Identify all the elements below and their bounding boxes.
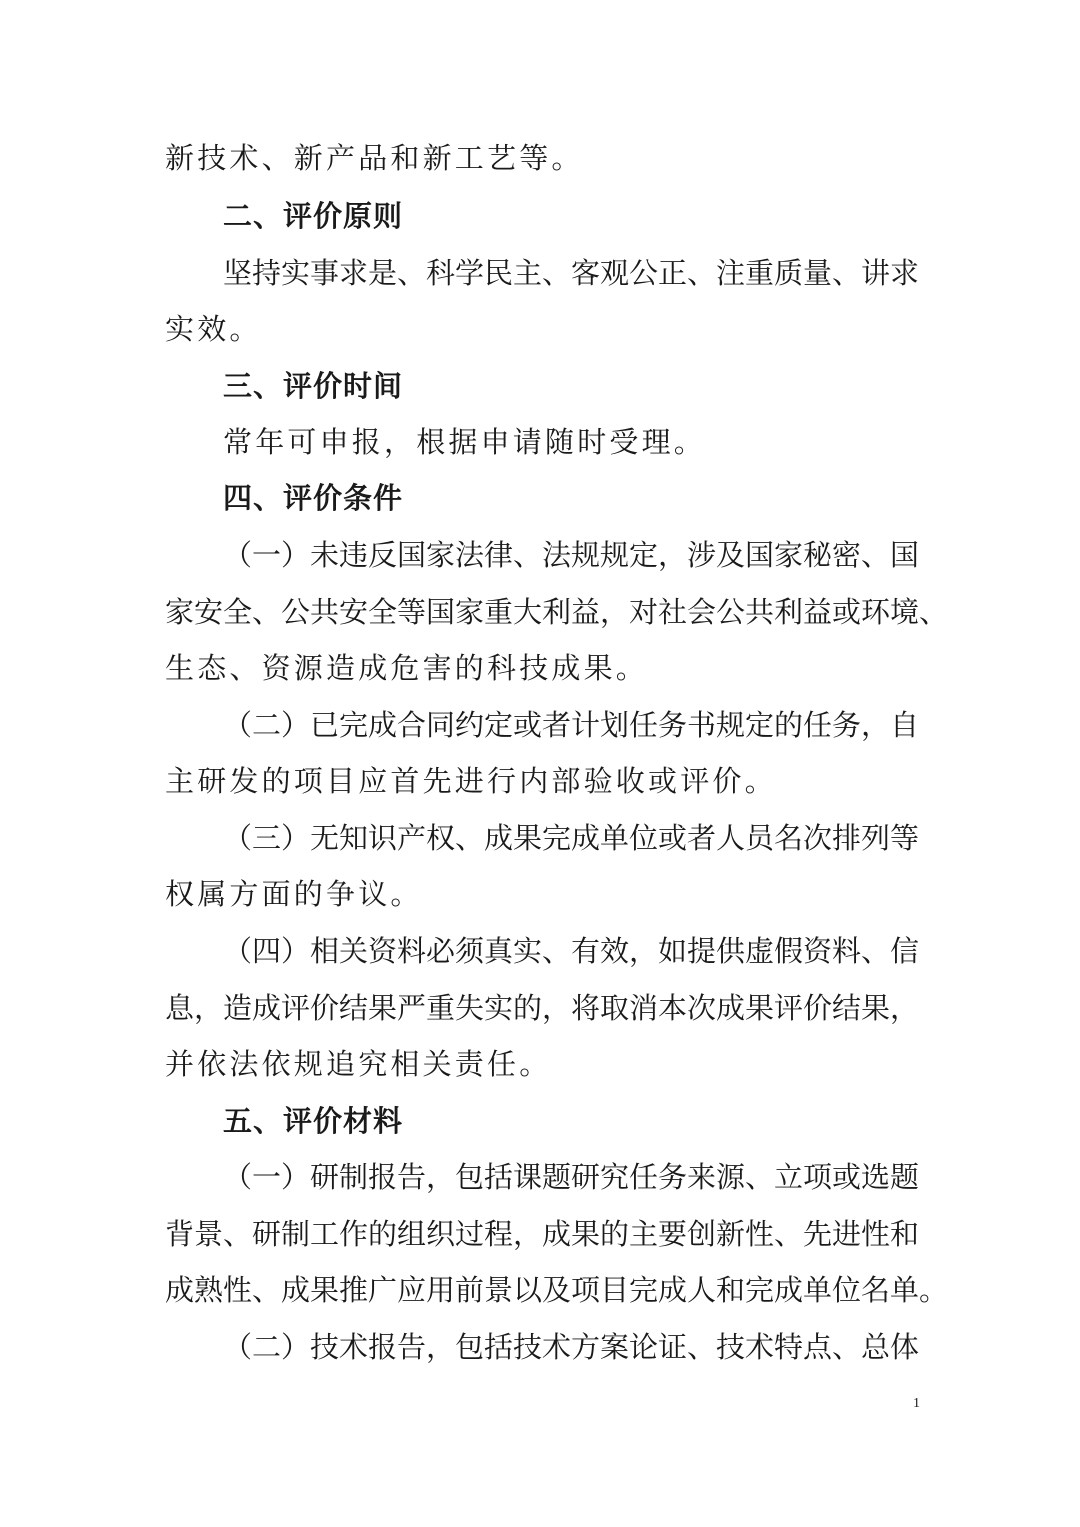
section-heading: 二、评价原则	[223, 199, 404, 233]
body-text-line: （四）相关资料必须真实、有效，如提供虚假资料、信	[223, 934, 920, 968]
body-text-line: 实效。	[165, 312, 262, 346]
body-text-line: 息，造成评价结果严重失实的，将取消本次成果评价结果，	[165, 991, 920, 1025]
section-heading: 四、评价条件	[223, 481, 404, 515]
body-text-line: 家安全、公共安全等国家重大利益，对社会公共利益或环境、	[165, 595, 949, 629]
body-text-line: 生态、资源造成危害的科技成果。	[165, 651, 649, 685]
body-text-line: （二）已完成合同约定或者计划任务书规定的任务，自	[223, 708, 920, 742]
body-text-line: 并依法依规追究相关责任。	[165, 1047, 552, 1081]
body-text-line: 主研发的项目应首先进行内部验收或评价。	[165, 764, 777, 798]
body-text-line: 常年可申报，根据申请随时受理。	[223, 425, 707, 459]
body-text-line: （三）无知识产权、成果完成单位或者人员名次排列等	[223, 821, 920, 855]
page-number: 1	[913, 1396, 920, 1411]
body-text-line: （一）研制报告，包括课题研究任务来源、立项或选题	[223, 1160, 920, 1194]
section-heading: 三、评价时间	[223, 369, 404, 403]
body-text-line: （二）技术报告，包括技术方案论证、技术特点、总体	[223, 1330, 920, 1364]
section-heading: 五、评价材料	[223, 1104, 404, 1138]
body-text-line: 背景、研制工作的组织过程，成果的主要创新性、先进性和	[165, 1217, 920, 1251]
body-text-line: 坚持实事求是、科学民主、客观公正、注重质量、讲求	[223, 256, 920, 290]
body-text-line: （一）未违反国家法律、法规规定，涉及国家秘密、国	[223, 538, 920, 572]
body-text-line: 权属方面的争议。	[165, 877, 423, 911]
body-text-line: 成熟性、成果推广应用前景以及项目完成人和完成单位名单。	[165, 1273, 949, 1307]
body-text-line: 新技术、新产品和新工艺等。	[165, 141, 584, 175]
